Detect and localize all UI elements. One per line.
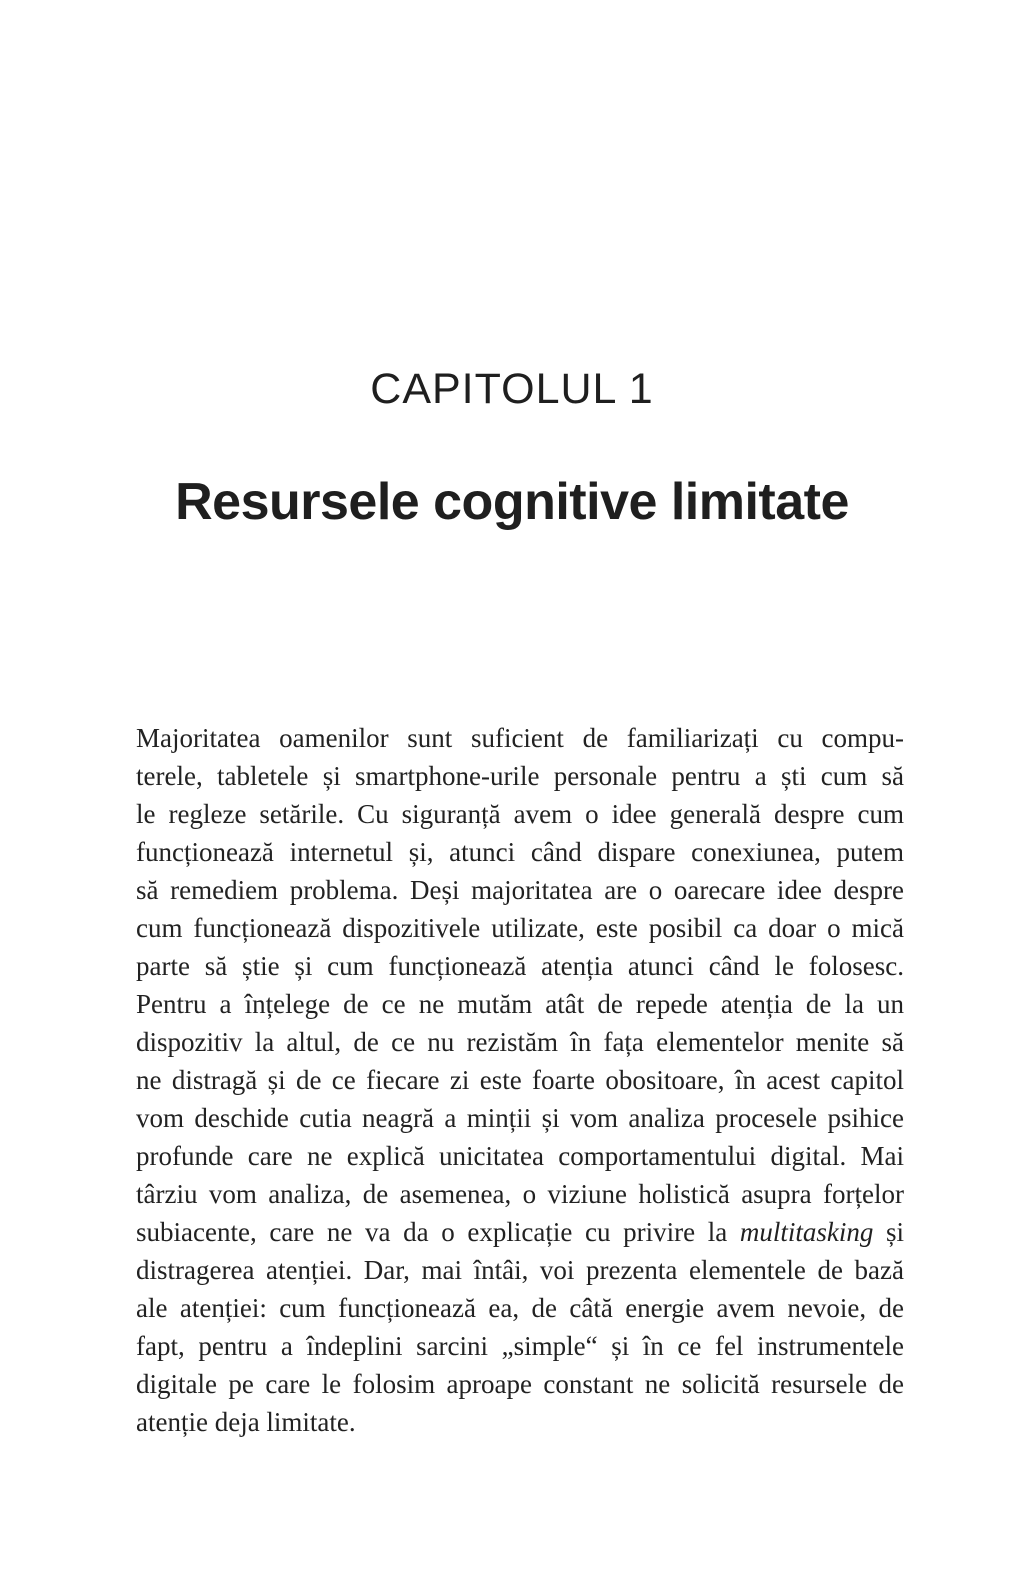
text-segment: să remediem problema. Deși majoritatea are o oarecare idee despre xyxy=(136,875,904,905)
text-segment: profunde care ne explică unicitatea comportamentului digital. Mai xyxy=(136,1141,904,1171)
paragraph-line xyxy=(136,1213,904,1251)
text-segment: subiacente, care ne va da o explicație cu privire la xyxy=(136,1217,740,1247)
paragraph-line xyxy=(136,985,904,1023)
paragraph-line xyxy=(136,1251,904,1289)
text-segment: Majoritatea oamenilor sunt suficient de familiarizați cu compu- xyxy=(136,723,904,753)
text-segment: târziu vom analiza, de asemenea, o viziune holistică asupra forțelor xyxy=(136,1179,904,1209)
text-segment: parte să știe și cum funcționează atenția atunci când le folosesc. xyxy=(136,951,904,981)
text-segment: Pentru a înțelege de ce ne mutăm atât de repede atenția de la un xyxy=(136,989,904,1019)
paragraph-line xyxy=(136,1137,904,1175)
paragraph-line xyxy=(136,1023,904,1061)
paragraph-line xyxy=(136,1327,904,1365)
text-segment: distragerea atenției. Dar, mai întâi, voi prezenta elementele de bază xyxy=(136,1255,904,1285)
paragraph-line xyxy=(136,947,904,985)
chapter-title: Resursele cognitive limitate xyxy=(175,473,849,531)
paragraph-line xyxy=(136,871,904,909)
text-segment: ale atenției: cum funcționează ea, de câtă energie avem nevoie, de xyxy=(136,1293,904,1323)
paragraph-line xyxy=(136,1403,904,1441)
paragraph-line xyxy=(136,795,904,833)
paragraph-line xyxy=(136,1175,904,1213)
text-segment: le regleze setările. Cu siguranță avem o idee generală despre cum xyxy=(136,799,904,829)
italic-text-segment: multitasking xyxy=(739,1217,874,1247)
chapter-number-heading: CAPITOLUL 1 xyxy=(370,365,654,413)
paragraph-line xyxy=(136,1061,904,1099)
paragraph-line xyxy=(136,1365,904,1403)
paragraph-line xyxy=(136,1289,904,1327)
text-segment: dispozitiv la altul, de ce nu rezistăm în fața elementelor menite să xyxy=(136,1027,904,1057)
text-segment: și xyxy=(873,1217,904,1247)
text-segment: cum funcționează dispozitivele utilizate, este posibil ca doar o mică xyxy=(136,913,904,943)
paragraph-line xyxy=(136,909,904,947)
text-segment: ne distragă și de ce fiecare zi este foarte obositoare, în acest capitol xyxy=(136,1065,904,1095)
body-paragraph xyxy=(136,719,904,1441)
text-segment: atenție deja limitate. xyxy=(136,1407,356,1437)
paragraph-line xyxy=(136,1099,904,1137)
text-segment: vom deschide cutia neagră a minții și vom analiza procesele psihice xyxy=(136,1103,904,1133)
text-segment: digitale pe care le folosim aproape constant ne solicită resursele de xyxy=(136,1369,904,1399)
text-segment: fapt, pentru a îndeplini sarcini „simple“ și în ce fel instrumentele xyxy=(136,1331,904,1361)
paragraph-line xyxy=(136,719,904,757)
text-segment: terele, tabletele și smartphone-urile personale pentru a ști cum să xyxy=(136,761,904,791)
paragraph-line xyxy=(136,757,904,795)
text-segment: funcționează internetul și, atunci când dispare conexiunea, putem xyxy=(136,837,904,867)
paragraph-line xyxy=(136,833,904,871)
